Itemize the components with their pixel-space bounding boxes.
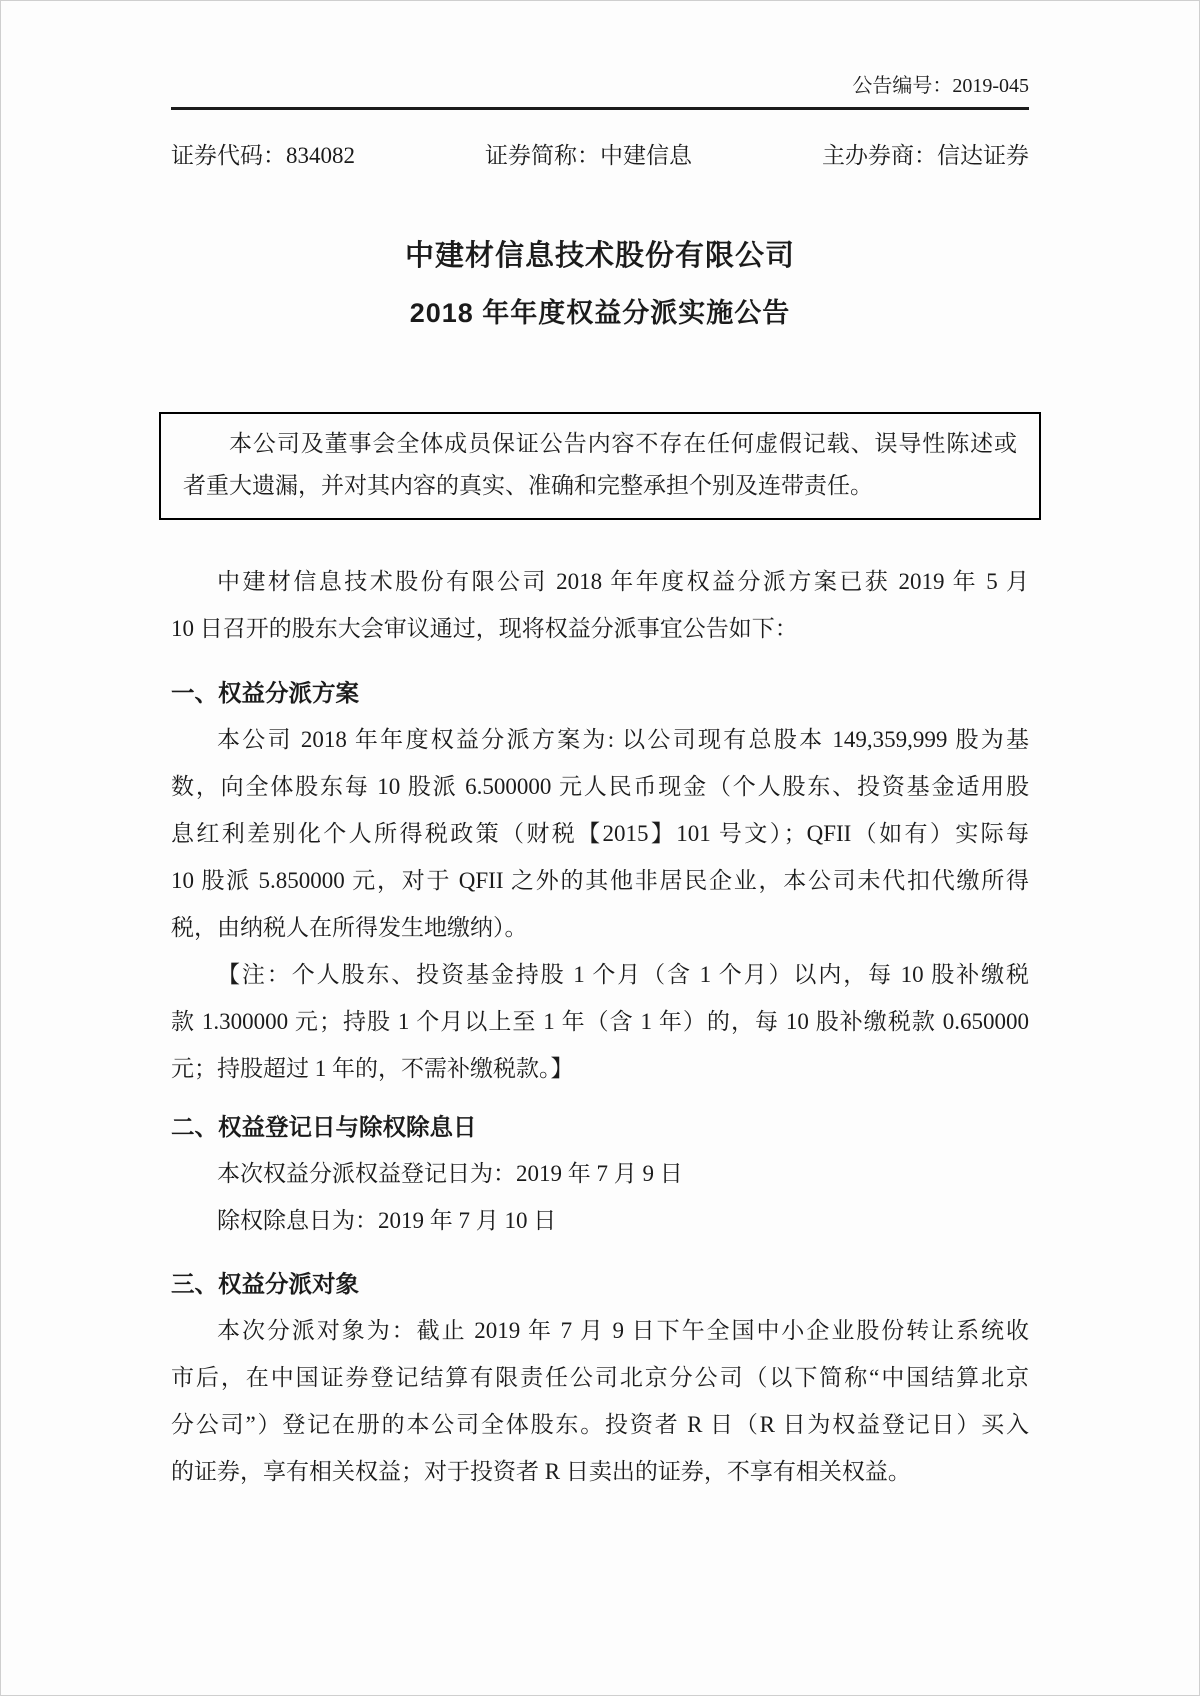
paragraph-line: 分公司”）登记在册的本公司全体股东。投资者 R 日（R 日为权益登记日）买入: [171, 1412, 1029, 1437]
header-divider-rule: [171, 107, 1029, 110]
paragraph-line: 元；持股超过 1 年的，不需补缴税款。】: [171, 1056, 574, 1081]
disclaimer-box: [159, 412, 1041, 520]
paragraph-line: 【注：个人股东、投资基金持股 1 个月（含 1 个月）以内，每 10 股补缴税: [217, 962, 1029, 987]
paragraph-line: 本公司 2018 年年度权益分派方案为: 以公司现有总股本 149,359,999 股为基: [217, 727, 1029, 752]
paragraph-line: 中建材信息技术股份有限公司 2018 年年度权益分派方案已获 2019 年 5 月: [217, 569, 1029, 594]
sponsor-label: 主办券商：: [822, 143, 937, 168]
section-1-paragraph-1: [171, 716, 1029, 951]
disclaimer-line: 者重大遗漏，并对其内容的真实、准确和完整承担个别及连带责任。: [183, 473, 873, 498]
paragraph-line: 数，向全体股东每 10 股派 6.500000 元人民币现金（个人股东、投资基金适用股: [171, 774, 1029, 799]
disclaimer-line: 本公司及董事会全体成员保证公告内容不存在任何虚假记载、误导性陈述或: [229, 431, 1017, 456]
securities-header-row: [171, 140, 1029, 172]
section-heading-3: 三、权益分派对象: [171, 1271, 359, 1297]
paragraph-line: 10 日召开的股东大会审议通过，现将权益分派事宜公告如下：: [171, 616, 798, 641]
section-2-paragraphs: [171, 1150, 1029, 1244]
document-body: [171, 558, 1029, 1495]
paragraph-line: 息红利差别化个人所得税政策（财税【2015】101 号文）；QFII（如有）实际每: [171, 821, 1029, 846]
document-title-subject: 2018 年年度权益分派实施公告: [409, 298, 791, 328]
sponsor-pair: [822, 140, 1029, 172]
stock-name-value: 中建信息: [600, 143, 692, 168]
stock-code-label: 证券代码：: [171, 143, 286, 168]
document-title-company: 中建材信息技术股份有限公司: [404, 240, 795, 272]
paragraph-line: 10 股派 5.850000 元，对于 QFII 之外的其他非居民企业，本公司未代扣代缴所得: [171, 868, 1029, 893]
paragraph-line: 的证券，享有相关权益；对于投资者 R 日卖出的证券，不享有相关权益。: [171, 1459, 911, 1484]
paragraph-line: 本次分派对象为：截止 2019 年 7 月 9 日下午全国中小企业股份转让系统收: [217, 1318, 1029, 1343]
paragraph-line: 款 1.300000 元；持股 1 个月以上至 1 年（含 1 年）的，每 10 股补缴税款 0.650000: [171, 1009, 1030, 1034]
paragraph-line: 税，由纳税人在所得发生地缴纳）。: [171, 915, 528, 940]
paragraph-line: 市后，在中国证券登记结算有限责任公司北京分公司（以下简称“中国结算北京: [171, 1365, 1029, 1390]
announcement-number: 公告编号：2019-045: [852, 75, 1029, 97]
record-date-line: 本次权益分派权益登记日为：2019 年 7 月 9 日: [217, 1161, 683, 1186]
sponsor-value: 信达证券: [937, 143, 1029, 168]
stock-name-pair: [485, 140, 692, 172]
stock-code-pair: [171, 140, 355, 172]
section-3-paragraph: [171, 1307, 1029, 1495]
stock-name-label: 证券简称：: [485, 143, 600, 168]
section-heading-1: 一、权益分派方案: [171, 680, 359, 706]
section-heading-2: 二、权益登记日与除权除息日: [171, 1114, 477, 1140]
intro-paragraph: [171, 558, 1029, 652]
ex-dividend-date-line: 除权除息日为：2019 年 7 月 10 日: [217, 1208, 557, 1233]
section-1-note-paragraph: [171, 951, 1029, 1092]
stock-code-value: 834082: [286, 143, 355, 168]
